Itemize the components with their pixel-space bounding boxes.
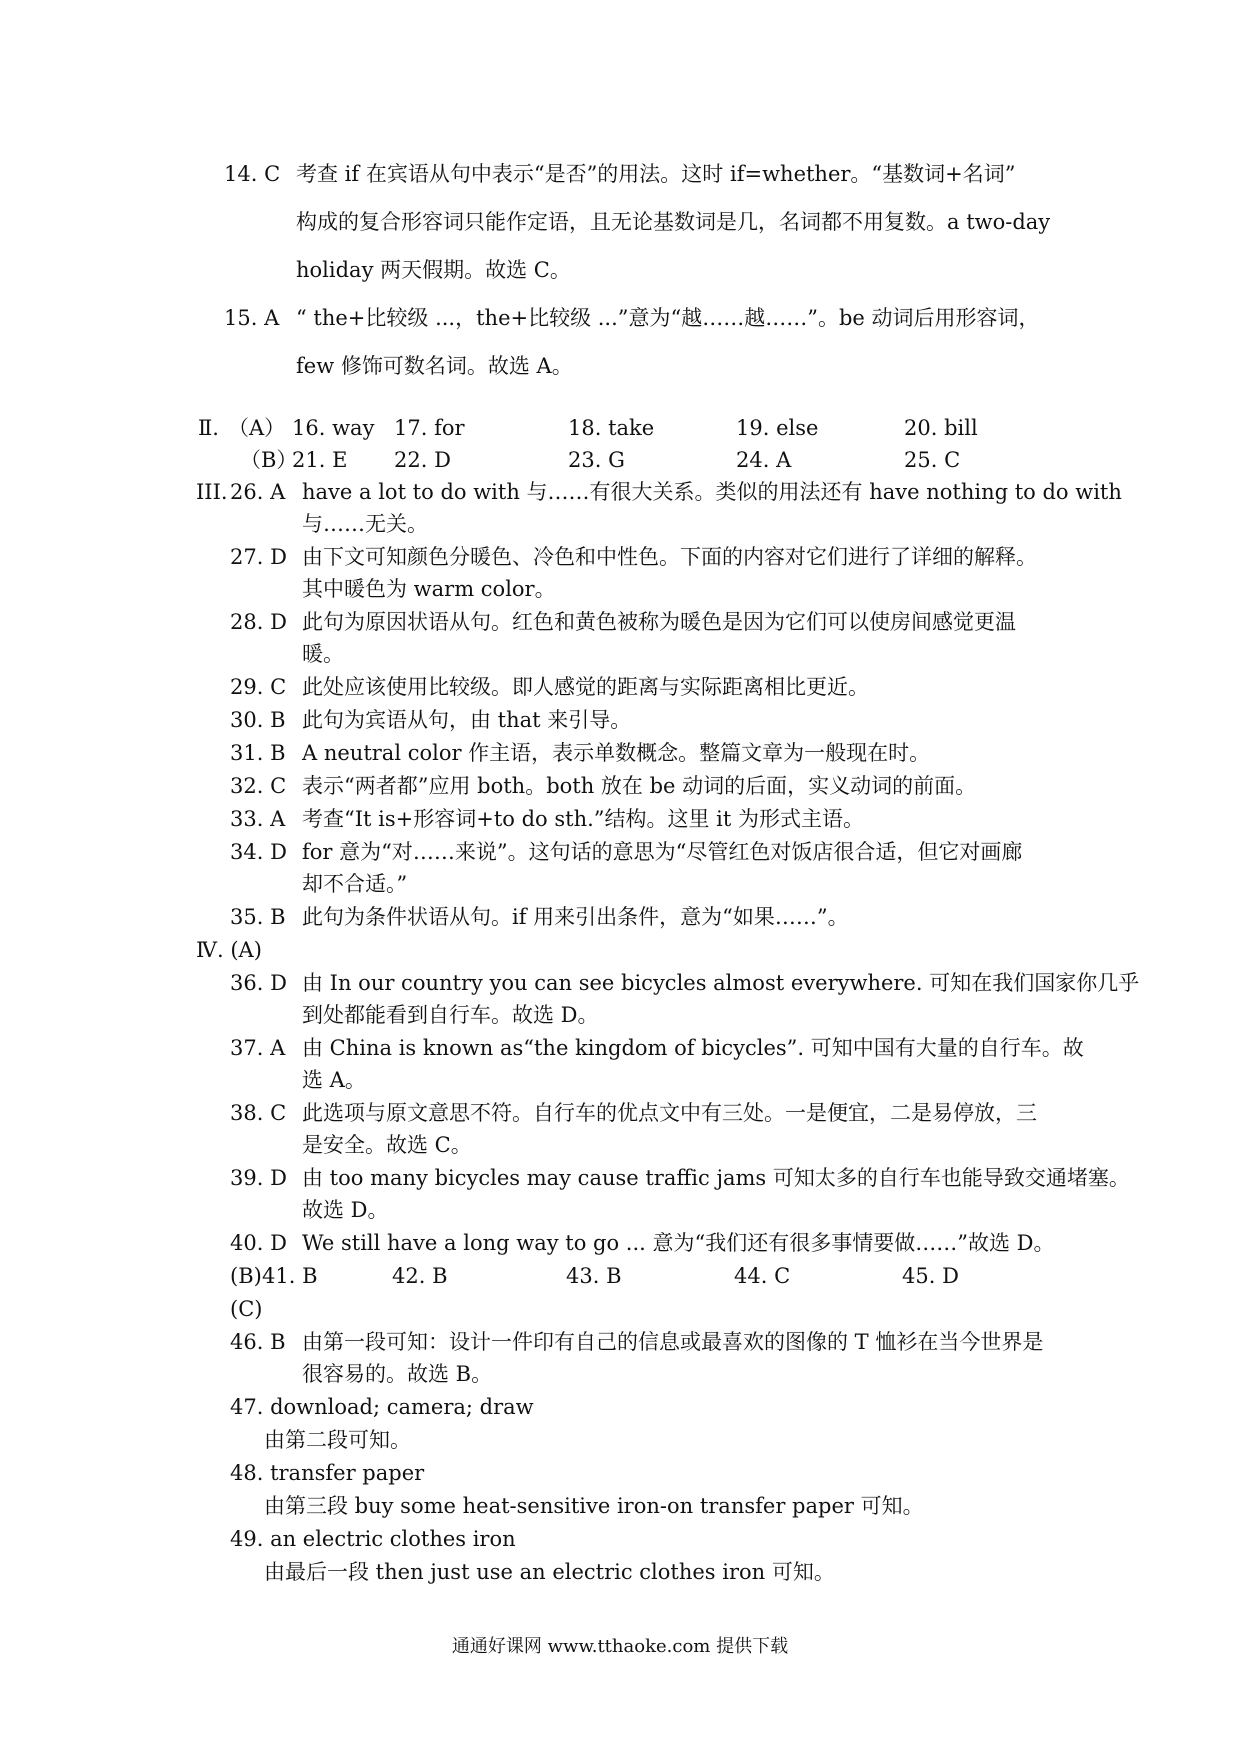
answer-27-line-2: 其中暖色为 warm color。: [302, 577, 556, 601]
answer-item: 21. E: [292, 448, 348, 472]
section-3-label: III.: [196, 480, 228, 504]
answer-number: 46. B: [230, 1330, 286, 1354]
answer-item: 24. A: [736, 448, 792, 472]
answer-explanation: 表示“两者都”应用 both。both 放在 be 动词的后面，实义动词的前面。: [302, 774, 977, 798]
answer-number: 38. C: [230, 1101, 287, 1125]
answer-item: 19. else: [736, 416, 819, 440]
answer-item: 45. D: [902, 1264, 959, 1288]
answer-item: 17. for: [394, 416, 465, 440]
answer-explanation: 此处应该使用比较级。即人感觉的距离与实际距离相比更近。: [302, 675, 869, 699]
section-2-row-a: [198, 414, 1098, 442]
section-4-label: Ⅳ. (A): [196, 938, 262, 962]
answer-26-line-2: 与……无关。: [302, 512, 428, 536]
answer-36-line-2: 到处都能看到自行车。故选 D。: [302, 1003, 599, 1027]
page-footer: 通通好课网 www.tthaoke.com 提供下载: [451, 1636, 789, 1657]
answer-item: 43. B: [566, 1264, 622, 1288]
answer-47: 47. download; camera; draw: [230, 1395, 534, 1419]
section-2-label: Ⅱ.: [198, 416, 219, 440]
answer-number: 15. A: [224, 306, 280, 330]
answer-explanation: 此句为原因状语从句。红色和黄色被称为暖色是因为它们可以使房间感觉更温: [302, 610, 1016, 634]
answer-number: 30. B: [230, 708, 286, 732]
answer-28-line-2: 暖。: [302, 642, 344, 666]
answer-item: 42. B: [392, 1264, 448, 1288]
answer-number: 31. B: [230, 741, 286, 765]
answer-item: 41. B: [262, 1264, 318, 1288]
answer-explanation: We still have a long way to go ... 意为“我们还有很多事情要做……”故选 D。: [302, 1231, 1055, 1255]
part-b-label: (B): [230, 1264, 262, 1288]
answer-number: 35. B: [230, 905, 286, 929]
answer-explanation: 考查 if 在宾语从句中表示“是否”的用法。这时 if=whether。“基数词+名词”: [296, 162, 1016, 186]
answer-number: 40. D: [230, 1231, 287, 1255]
section-2-row-b: [198, 446, 1098, 474]
answer-number: 26. A: [230, 480, 286, 504]
answer-38-line-2: 是安全。故选 C。: [302, 1133, 472, 1157]
answer-37-line-2: 选 A。: [302, 1068, 366, 1092]
answer-explanation: for 意为“对……来说”。这句话的意思为“尽管红色对饭店很合适，但它对画廊: [302, 840, 1023, 864]
answer-item: 18. take: [568, 416, 655, 440]
answer-explanation: A neutral color 作主语，表示单数概念。整篇文章为一般现在时。: [302, 741, 931, 765]
part-a-label: （A）: [228, 416, 286, 440]
answer-explanation: 此句为宾语从句，由 that 来引导。: [302, 708, 632, 732]
answer-number: 14. C: [224, 162, 281, 186]
answer-48: 48. transfer paper: [230, 1461, 425, 1485]
answer-number: 28. D: [230, 610, 287, 634]
answer-15-line-2: few 修饰可数名词。故选 A。: [296, 354, 573, 378]
answer-explanation: “ the+比较级 ...，the+比较级 ...”意为“越……越……”。be 动词后用形容词，: [296, 306, 1040, 330]
answer-explanation: 由 In our country you can see bicycles almost everywhere. 可知在我们国家你几乎: [302, 971, 1140, 995]
answer-14-line-2: 构成的复合形容词只能作定语，且无论基数词是几，名词都不用复数。a two-day: [296, 210, 1051, 234]
part-c-label: (C): [230, 1297, 263, 1321]
answer-explanation: have a lot to do with 与……有很大关系。类似的用法还有 have nothing to do with: [302, 480, 1122, 504]
answer-item: 25. C: [904, 448, 961, 472]
answer-explanation: 由第一段可知：设计一件印有自己的信息或最喜欢的图像的 T 恤衫在当今世界是: [302, 1330, 1044, 1354]
answer-number: 33. A: [230, 807, 286, 831]
answer-item: 44. C: [734, 1264, 791, 1288]
answer-49-explanation: 由最后一段 then just use an electric clothes iron 可知。: [264, 1560, 835, 1584]
answer-number: 36. D: [230, 971, 287, 995]
answer-explanation: 由 too many bicycles may cause traffic jams 可知太多的自行车也能导致交通堵塞。: [302, 1166, 1130, 1190]
answer-number: 29. C: [230, 675, 287, 699]
part-b-label: （B）: [240, 448, 298, 472]
answer-item: 20. bill: [904, 416, 978, 440]
answer-47-explanation: 由第二段可知。: [264, 1428, 411, 1452]
section-4-part-b: [230, 1262, 1030, 1290]
answer-number: 37. A: [230, 1036, 286, 1060]
answer-46-line-2: 很容易的。故选 B。: [302, 1362, 493, 1386]
answer-39-line-2: 故选 D。: [302, 1198, 389, 1222]
answer-explanation: 此选项与原文意思不符。自行车的优点文中有三处。一是便宜，二是易停放，三: [302, 1101, 1037, 1125]
answer-explanation: 此句为条件状语从句。if 用来引出条件，意为“如果……”。: [302, 905, 849, 929]
answer-number: 34. D: [230, 840, 287, 864]
answer-number: 32. C: [230, 774, 287, 798]
answer-49: 49. an electric clothes iron: [230, 1527, 516, 1551]
answer-item: 22. D: [394, 448, 451, 472]
answer-number: 27. D: [230, 545, 287, 569]
answer-number: 39. D: [230, 1166, 287, 1190]
answer-explanation: 由 China is known as“the kingdom of bicycles”. 可知中国有大量的自行车。故: [302, 1036, 1084, 1060]
answer-48-explanation: 由第三段 buy some heat-sensitive iron-on transfer paper 可知。: [264, 1494, 924, 1518]
answer-explanation: 由下文可知颜色分暖色、冷色和中性色。下面的内容对它们进行了详细的解释。: [302, 545, 1037, 569]
answer-explanation: 考查“It is+形容词+to do sth.”结构。这里 it 为形式主语。: [302, 807, 865, 831]
answer-34-line-2: 却不合适。”: [302, 872, 408, 896]
answer-item: 23. G: [568, 448, 625, 472]
answer-item: 16. way: [292, 416, 375, 440]
answer-14-line-3: holiday 两天假期。故选 C。: [296, 258, 571, 282]
